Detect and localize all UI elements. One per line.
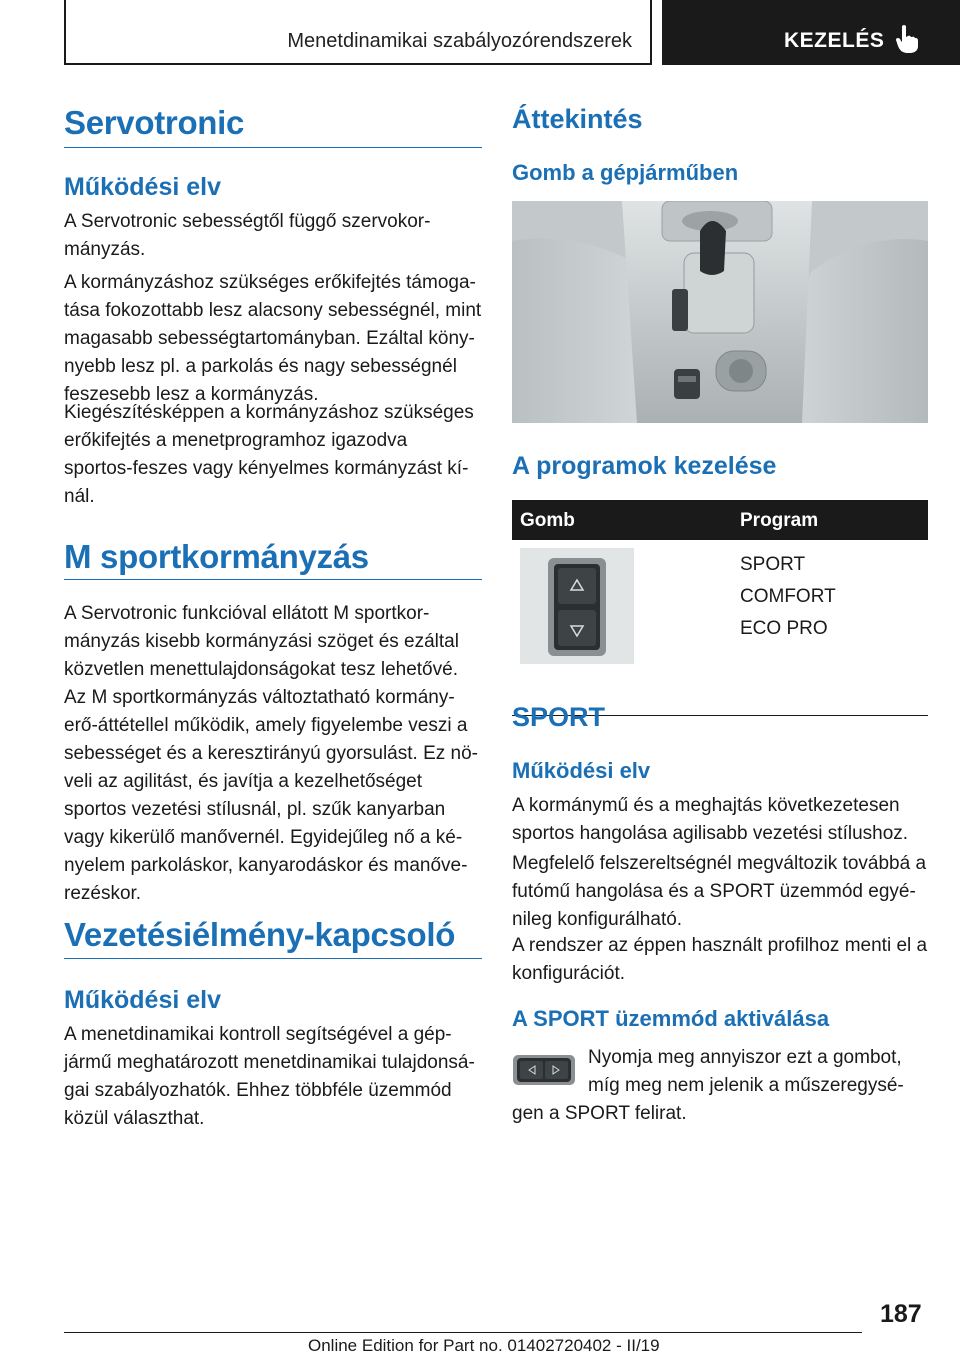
mode-switch-button-image: [520, 548, 634, 664]
text-line: míg meg nem jelenik a műszeregysé-: [588, 1075, 904, 1096]
servotronic-paragraph-2: [64, 269, 481, 409]
sport-title: SPORT: [512, 702, 606, 732]
page-number: 187: [880, 1300, 922, 1328]
text-line: A kormánymű és a meghajtás következetesen: [512, 795, 900, 816]
mode-switch-inline-image: [512, 1052, 576, 1088]
text-line: sportos-feszes vagy kényelmes kormányzást kí-: [64, 458, 469, 479]
page-header: [0, 0, 960, 66]
text-line: futómű hangolása és a SPORT üzemmód egyé-: [512, 881, 916, 902]
text-line: A rendszer az éppen használt profilhoz menti el a: [512, 935, 928, 956]
sport-activate-instruction-lines: [588, 1044, 904, 1100]
servotronic-rule: [64, 147, 482, 148]
table-header-row: [512, 500, 928, 540]
rocker-switch-icon: [520, 548, 634, 664]
driving-switch-rule: [64, 958, 482, 959]
sport-principle-heading: Működési elv: [512, 758, 651, 783]
overview-title: Áttekintés: [512, 104, 643, 134]
servotronic-principle-heading: Működési elv: [64, 173, 221, 201]
text-line: mányzás.: [64, 239, 146, 260]
text-line: Nyomja meg annyiszor ezt a gombot,: [588, 1047, 902, 1068]
header-chapter-tab: [662, 0, 960, 65]
text-line: feszesebb lesz a kormányzás.: [64, 384, 319, 405]
driving-switch-paragraph: [64, 1021, 475, 1133]
text-line: A kormányzáshoz szükséges erőkifejtés támoga-: [64, 272, 476, 293]
text-line: vagy kikerülő manővernél. Egyidejűleg nő a ké-: [64, 827, 463, 848]
servotronic-paragraph-3: [64, 399, 474, 511]
center-console-illustration: [512, 201, 928, 423]
text-line: A Servotronic sebességtől függő szervokor-: [64, 211, 431, 232]
msport-title: M sportkormányzás: [64, 538, 369, 575]
sport-activate-instruction-tail: gen a SPORT felirat.: [512, 1103, 687, 1124]
driving-switch-title: Vezetésiélmény-kapcsoló: [64, 916, 456, 953]
text-line: jármű meghatározott menetdinamikai tulajdonsá-: [64, 1052, 475, 1073]
servotronic-title: Servotronic: [64, 104, 245, 141]
text-line: nyelem parkoláskor, kanyarodáskor és manőve-: [64, 855, 468, 876]
text-line: Az M sportkormányzás változtatható kormány-: [64, 687, 455, 708]
sport-paragraph-1: [512, 792, 908, 848]
header-section-box: [64, 0, 652, 65]
footer-rule: [64, 1332, 862, 1333]
servotronic-paragraph-1: [64, 208, 430, 264]
header-chapter-label: KEZELÉS: [784, 29, 885, 52]
program-sport: SPORT: [740, 554, 806, 575]
text-line: gai szabályozhatók. Ehhez többféle üzemmód: [64, 1080, 452, 1101]
sport-paragraph-3: [512, 932, 927, 988]
table-header-button: Gomb: [520, 510, 575, 531]
text-line: magasabb sebességtartományban. Ezáltal köny-: [64, 328, 475, 349]
button-in-vehicle-heading: Gomb a gépjárműben: [512, 160, 739, 185]
text-line: erőkifejtés a menetprogramhoz igazodva: [64, 430, 408, 451]
text-line: nileg konfigurálható.: [512, 909, 683, 930]
text-line: tása fokozottabb lesz alacsony sebességnél, mint: [64, 300, 482, 321]
program-eco-pro: ECO PRO: [740, 618, 828, 639]
text-line: konfigurációt.: [512, 963, 626, 984]
text-line: Megfelelő felszereltségnél megváltozik továbbá a: [512, 853, 927, 874]
table-row: [512, 540, 928, 716]
text-line: sebességet és a keresztirányú gyorsulást. Ez nö-: [64, 743, 478, 764]
text-line: közvetlen menettulajdonságokat tesz lehetővé.: [64, 659, 458, 680]
center-console-photo: [512, 201, 928, 423]
text-line: A menetdinamikai kontroll segítségével a gép-: [64, 1024, 452, 1045]
text-line: Kiegészítésképpen a kormányzáshoz szükséges: [64, 402, 474, 423]
msport-rule: [64, 579, 482, 580]
rocker-switch-icon: [512, 1052, 576, 1088]
header-section-title: Menetdinamikai szabályozórendszerek: [287, 30, 632, 52]
text-line: közül választhat.: [64, 1108, 205, 1129]
text-line: nyebb lesz pl. a parkolás és nagy sebességnél: [64, 356, 457, 377]
msport-paragraph: [64, 600, 478, 908]
text-line: veli az agilitást, és javítja a kezelhetőséget: [64, 771, 423, 792]
text-line: mányzás kisebb kormányzási szöget és ezáltal: [64, 631, 459, 652]
programs-table: [512, 500, 928, 716]
text-line: erő-áttétellel működik, amely figyelembe veszi a: [64, 715, 468, 736]
sport-activate-heading: A SPORT üzemmód aktiválása: [512, 1006, 830, 1031]
text-line: sportos vezetési stílusnál, pl. szűk kanyarban: [64, 799, 446, 820]
program-comfort: COMFORT: [740, 586, 836, 607]
text-line: nál.: [64, 486, 95, 507]
text-line: sportos hangolása agilisabb vezetési stílushoz.: [512, 823, 909, 844]
sport-paragraph-2: [512, 850, 926, 934]
programs-operation-heading: A programok kezelése: [512, 452, 777, 480]
footer-edition: Online Edition for Part no. 01402720402 - II/19: [308, 1336, 660, 1355]
text-line: A Servotronic funkcióval ellátott M sportkor-: [64, 603, 430, 624]
text-line: rezéskor.: [64, 883, 142, 904]
table-header-program: Program: [740, 510, 819, 531]
driving-switch-principle-heading: Működési elv: [64, 986, 221, 1014]
pointing-hand-icon: [894, 24, 920, 54]
